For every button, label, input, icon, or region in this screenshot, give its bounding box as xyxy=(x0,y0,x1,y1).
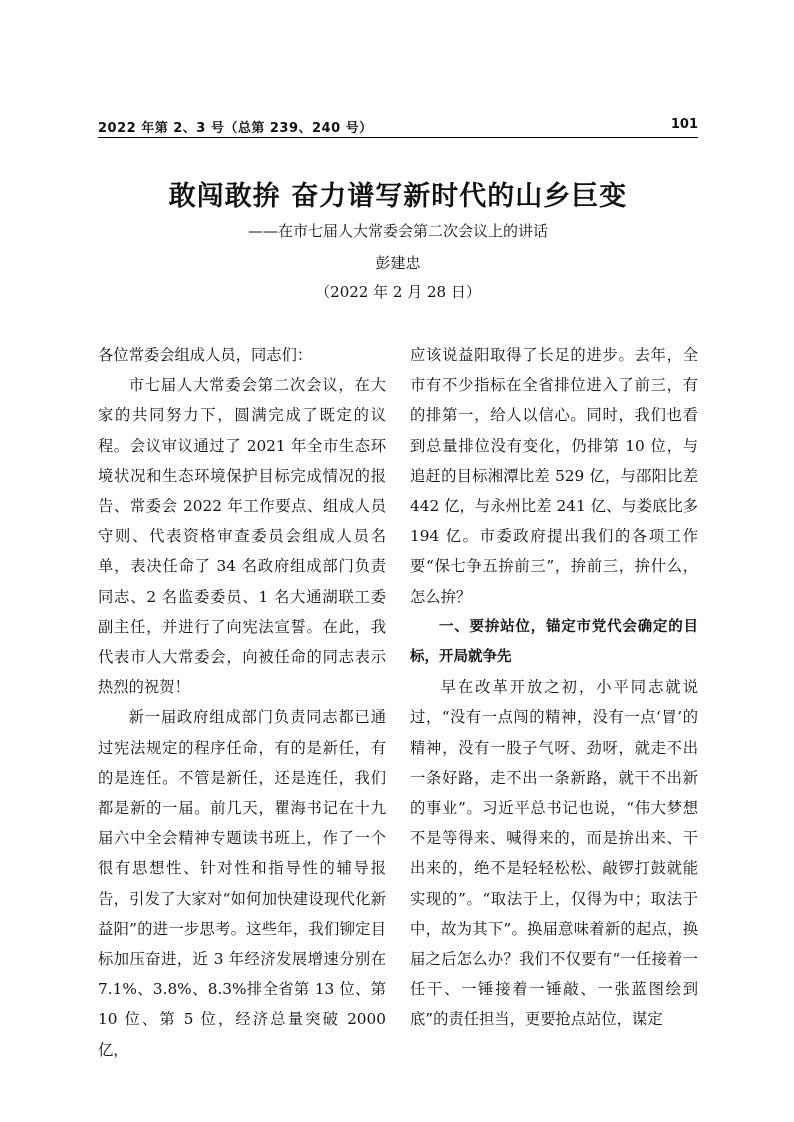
paragraph-3: 应该说益阳取得了长足的进步。去年，全市有不少指标在全省排位进入了前三，有的排第一，给人以信心。同时，我们也看到总量排位没有变化，仍排第 10 位，与追赶的目标湘潭比差 529 亿，与邵阳比差 442 亿，与永州比差 241 亿、与娄底比多 194 亿。市委政府提出我们的各项工作要“保七争五拚前三”，拚前三，拚什么，怎么拚？ xyxy=(410,346,698,606)
paragraph-1: 市七届人大常委会第二次会议，在大家的共同努力下，圆满完成了既定的议程。会议审议通过了 2021 年全市生态环境状况和生态环境保护目标完成情况的报告、常委会 2022 年工作要点、组成人员守则、代表资格审查委员会组成人员名单，表决任命了 34 名政府组成部门负责同志、2 名监委委员、1 名大通湖联工委副主任，并进行了向宪法宣誓。在此，我代表市人大常委会，向被任命的同志表示热烈的祝贺！ xyxy=(98,376,386,697)
running-header xyxy=(98,115,698,138)
article-title: 敢闯敢拚 奋力谱写新时代的山乡巨变 xyxy=(168,181,628,212)
paragraph-2: 新一届政府组成部门负责同志都已通过宪法规定的程序任命，有的是新任，有的是连任。不管是新任，还是连任，我们都是新的一届。前几天，瞿海书记在十九届六中全会精神专题读书班上，作了一个很有思想性、针对性和指导性的辅导报告，引发了大家对“如何加快建设现代化新益阳”的进一步思考。这些年，我们铆定目标加压奋进，近 3 年经济发展增速分别在 7.1%、3.8%、8.3%排全省第 13 位、第 10 位、第 5 位，经济总量突破 2000 亿， xyxy=(98,708,386,1059)
paragraph-4: 早在改革开放之初，小平同志就说过，“没有一点闯的精神，没有一点‘冒’的精神，没有一股子气呀、劲呀，就走不出一条好路，走不出一条新路，就干不出新的事业”。习近平总书记也说，“伟大梦想不是等得来、喊得来的，而是拚出来、干出来的，绝不是轻轻松松、敲锣打鼓就能实现的”。“取法于上，仅得为中；取法于中，故为其下”。换届意味着新的起点，换届之后怎么办？我们不仅要有“一任接着一任干、一锤接着一锤敲、一张蓝图绘到底”的责任担当，更要抢点站位，谋定 xyxy=(410,678,698,1029)
article-subtitle: ——在市七届人大常委会第二次会议上的讲话 xyxy=(247,222,548,240)
issue-info: 2022 年第 2、3 号（总第 239、240 号） xyxy=(98,121,373,136)
section-heading-1: 一、要拚站位，锚定市党代会确定的目标，开局就争先 xyxy=(410,618,698,666)
page-number: 101 xyxy=(670,117,698,132)
right-column xyxy=(410,340,698,1035)
left-column xyxy=(98,340,386,1065)
article-author: 彭建忠 xyxy=(375,254,421,272)
greeting: 各位常委会组成人员，同志们： xyxy=(98,346,313,364)
article-date: （2022 年 2 月 28 日） xyxy=(315,283,481,301)
